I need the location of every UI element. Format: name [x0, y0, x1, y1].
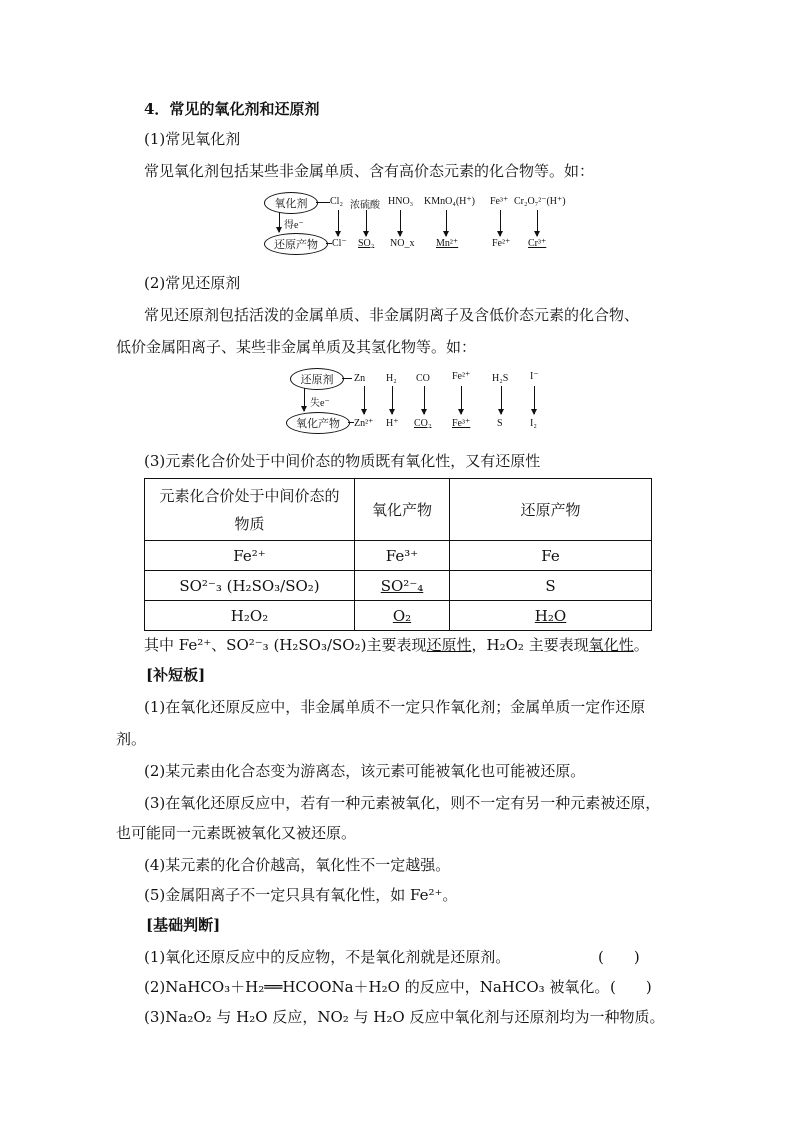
table-cell: H₂O₂: [145, 601, 355, 631]
gain-electron-label: 得e⁻: [284, 220, 304, 231]
product-item: Cl⁻: [332, 238, 347, 249]
header-line: 元素化合价处于中间价态的: [159, 486, 340, 505]
arrow: [424, 386, 425, 414]
supplement-item: (5)金属阳离子不一定只具有氧化性，如 Fe²⁺。: [144, 886, 458, 904]
supplement-item: 也可能同一元素既被氧化又被还原。: [116, 824, 357, 842]
sub1-title: (1)常见氧化剂: [144, 130, 241, 148]
lose-electron-arrow: [304, 388, 305, 411]
note-text: ，H₂O₂ 主要表现: [471, 636, 589, 654]
reductant-item: CO: [416, 373, 430, 384]
oxidation-product-label: 氧化产物: [286, 412, 350, 434]
product-item: H⁺: [386, 418, 399, 429]
oxidant-item: Cl₂: [330, 196, 343, 207]
sub2-text-line2: 低价金属阳离子、某些非金属单质及其氢化物等。如：: [116, 338, 477, 356]
supplement-item: 剂。: [116, 730, 147, 748]
oxidant-item: Fe³⁺: [490, 196, 509, 207]
table-cell: SO²⁻₄: [355, 571, 450, 601]
table-header-row: [145, 479, 652, 541]
table-row: [145, 541, 652, 571]
oxidant-item: HNO₃: [388, 196, 414, 207]
connector-line: [342, 378, 352, 379]
table-header: 氧化产物: [355, 479, 450, 541]
oxidant-diagram: [260, 190, 580, 260]
table-cell: S: [450, 571, 652, 601]
table-cell: SO²⁻₃ (H₂SO₃/SO₂): [145, 571, 355, 601]
note-answer: 还原性: [426, 636, 472, 654]
oxidant-label: 氧化剂: [264, 192, 318, 214]
lose-electron-label: 失e⁻: [310, 398, 330, 409]
sub1-text: 常见氧化剂包括某些非金属单质、含有高价态元素的化合物等。如：: [144, 162, 595, 180]
judgement-item: (3)Na₂O₂ 与 H₂O 反应，NO₂ 与 H₂O 反应中氧化剂与还原剂均为一种物质。: [144, 1008, 665, 1026]
header-line: 物质: [234, 514, 265, 533]
product-item: SO₂: [358, 238, 375, 249]
reductant-item: H₂: [386, 373, 397, 384]
oxidant-item: Cr₂O₇²⁻(H⁺): [514, 196, 566, 207]
supplement-tag: [补短板]: [146, 666, 206, 684]
product-item: S: [497, 418, 503, 429]
oxidant-item: KMnO₄(H⁺): [424, 196, 475, 207]
supplement-item: (3)在氧化还原反应中，若有一种元素被氧化，则不一定有另一种元素被还原，: [144, 794, 661, 812]
table-header: 还原产物: [450, 479, 652, 541]
reductant-label: 还原剂: [290, 368, 344, 390]
answer-blank[interactable]: ( ): [598, 948, 640, 966]
product-item: Mn²⁺: [436, 238, 459, 249]
reductant-item: Fe²⁺: [452, 371, 471, 382]
judgement-tag: [基础判断]: [146, 916, 221, 934]
sub3-note: [144, 634, 649, 655]
supplement-item: (4)某元素的化合价越高，氧化性不一定越强。: [144, 856, 451, 874]
sub2-text-line1: 常见还原剂包括活泼的金属单质、非金属阴离子及含低价态元素的化合物、: [144, 306, 640, 324]
table-cell: Fe: [450, 541, 652, 571]
product-item: Zn²⁺: [354, 418, 374, 429]
table-header: [145, 479, 355, 541]
note-answer: 氧化性: [588, 636, 634, 654]
gain-electron-arrow: [279, 212, 280, 232]
arrow: [364, 386, 365, 414]
reductant-item: I⁻: [530, 371, 539, 382]
sub2-title: (2)常见还原剂: [144, 274, 241, 292]
note-text: 其中 Fe²⁺、SO²⁻₃ (H₂SO₃/SO₂)主要表现: [144, 636, 427, 654]
reductant-item: Zn: [354, 373, 366, 384]
answer-blank[interactable]: ( ): [610, 978, 652, 996]
judgement-item: (1)氧化还原反应中的反应物，不是氧化剂就是还原剂。: [144, 948, 511, 966]
arrow: [366, 210, 367, 236]
table-cell: Fe²⁺: [145, 541, 355, 571]
reductant-item: H₂S: [492, 373, 509, 384]
table-row: [145, 571, 652, 601]
reduction-product-label: 还原产物: [264, 233, 328, 255]
arrow: [446, 210, 447, 236]
arrow: [501, 386, 502, 414]
arrow: [534, 386, 535, 414]
sub3-title: (3)元素化合价处于中间价态的物质既有氧化性，又有还原性: [144, 452, 541, 470]
arrow: [461, 386, 462, 414]
table-row: [145, 601, 652, 631]
arrow: [392, 386, 393, 414]
product-item: Fe²⁺: [492, 238, 511, 249]
section-title: 4．常见的氧化剂和还原剂: [144, 100, 320, 118]
supplement-item: (2)某元素由化合态变为游离态，该元素可能被氧化也可能被还原。: [144, 762, 586, 780]
product-item: I₂: [530, 418, 537, 429]
product-item: NO_x: [390, 238, 415, 249]
product-item: Cr³⁺: [528, 238, 547, 249]
table-cell: H₂O: [450, 601, 652, 631]
arrow: [500, 210, 501, 236]
product-item: CO₂: [414, 418, 432, 429]
arrow: [400, 210, 401, 236]
reductant-diagram: [284, 366, 554, 438]
supplement-item: (1)在氧化还原反应中，非金属单质不一定只作氧化剂；金属单质一定作还原: [144, 698, 646, 716]
product-item: Fe³⁺: [452, 418, 471, 429]
intermediate-valence-table: [144, 478, 652, 631]
table-cell: O₂: [355, 601, 450, 631]
arrow: [338, 210, 339, 236]
arrow: [537, 210, 538, 236]
note-text: 。: [633, 636, 649, 654]
judgement-item: (2)NaHCO₃＋H₂══HCOONa＋H₂O 的反应中，NaHCO₃ 被氧化。: [144, 978, 610, 996]
table-cell: Fe³⁺: [355, 541, 450, 571]
connector-line: [316, 202, 330, 203]
oxidant-item: 浓硫酸: [350, 200, 380, 211]
